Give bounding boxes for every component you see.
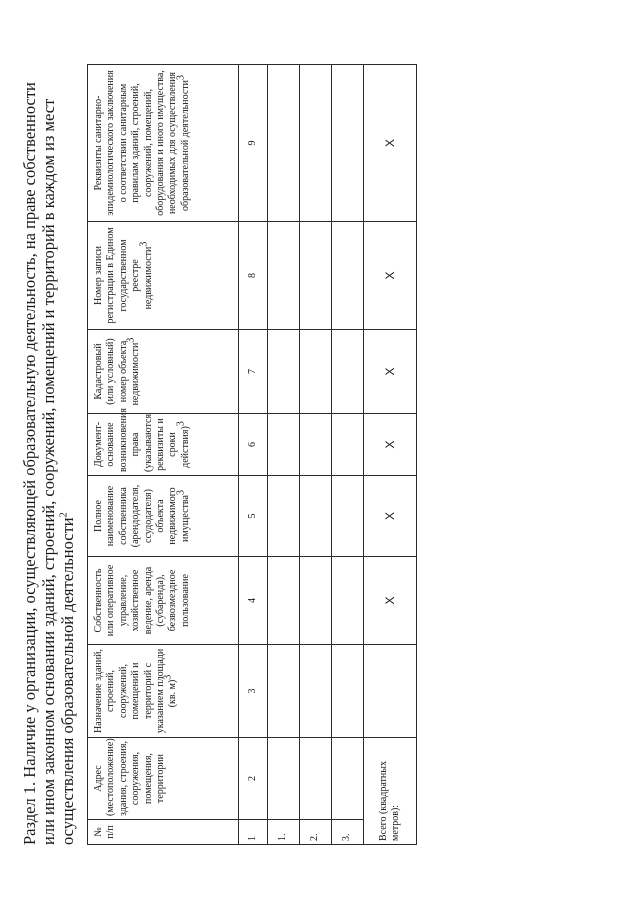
table-cell	[332, 222, 364, 330]
table-cell	[300, 65, 332, 222]
total-cell: X	[364, 330, 417, 414]
table-cell	[332, 65, 364, 222]
total-row	[364, 65, 417, 845]
header-cell: Назначение зданий, строений, сооружений, помещений и территорий с указанием площади (кв. м)3	[88, 645, 239, 738]
rotated-page	[20, 65, 401, 845]
column-number: 8	[239, 222, 268, 330]
table-row	[332, 65, 364, 845]
table-cell	[300, 645, 332, 738]
header-cell: Полное наименование собственника (арендодателя, ссудодателя) объекта недвижимого имущества3	[88, 476, 239, 557]
table-cell	[300, 738, 332, 820]
header-cell: Реквизиты санитарно-эпидемиологического заключения о соответствии санитарным правилам зданий, строений, сооружений, помещений, оборудования и иного имущества, необходимых для осуществления образовательной деятельности3	[88, 65, 239, 222]
table-cell	[332, 476, 364, 557]
header-cell: Адрес (местоположение) здания, строения, сооружения, помещения, территории	[88, 738, 239, 820]
total-cell	[364, 645, 417, 738]
table-cell	[300, 414, 332, 476]
table-cell	[268, 414, 300, 476]
table-cell	[332, 330, 364, 414]
premises-table	[87, 64, 417, 845]
column-number: 3	[239, 645, 268, 738]
section-title	[20, 65, 77, 845]
section-title-footnote: 2	[58, 512, 70, 518]
header-cell: Документ-основание возникновения права (указываются реквизиты и сроки действия)3	[88, 414, 239, 476]
table-cell	[300, 557, 332, 645]
column-number: 6	[239, 414, 268, 476]
table-cell	[268, 65, 300, 222]
column-number: 7	[239, 330, 268, 414]
row-number: 2.	[300, 820, 332, 845]
total-cell: X	[364, 222, 417, 330]
table-cell	[300, 330, 332, 414]
table-cell	[300, 476, 332, 557]
row-number: 1.	[268, 820, 300, 845]
row-number: 3.	[332, 820, 364, 845]
column-number: 1	[239, 820, 268, 845]
table-row	[300, 65, 332, 845]
table-cell	[300, 222, 332, 330]
table-cell	[268, 738, 300, 820]
table-cell	[332, 557, 364, 645]
total-label: Всего (квадратных метров):	[364, 738, 417, 845]
column-number: 2	[239, 738, 268, 820]
table-cell	[268, 330, 300, 414]
header-cell: № п/п	[88, 820, 239, 845]
table-cell	[268, 645, 300, 738]
column-number: 5	[239, 476, 268, 557]
total-cell: X	[364, 414, 417, 476]
table-cell	[268, 222, 300, 330]
table-cell	[268, 557, 300, 645]
header-row	[88, 65, 239, 845]
column-number: 4	[239, 557, 268, 645]
column-number-row	[239, 65, 268, 845]
total-cell: X	[364, 65, 417, 222]
total-cell: X	[364, 476, 417, 557]
table-cell	[268, 476, 300, 557]
table-row	[268, 65, 300, 845]
total-cell: X	[364, 557, 417, 645]
table-cell	[332, 738, 364, 820]
header-cell: Собственность или оперативное управление, хозяйственное ведение, аренда (субаренда), безвозмездное пользование	[88, 557, 239, 645]
table-cell	[332, 645, 364, 738]
column-number: 9	[239, 65, 268, 222]
header-cell: Кадастровый (или условный) номер объекта недвижимости3	[88, 330, 239, 414]
header-cell: Номер записи регистрации в Едином государственном реестре недвижимости3	[88, 222, 239, 330]
section-title-text: Раздел 1. Наличие у организации, осуществляющей образовательную деятельность, на праве собственности или ином законном основании зданий, строений, сооружений, помещений и территорий в каждом из мест осуществления образовательной деятельности	[20, 82, 77, 845]
table-cell	[332, 414, 364, 476]
